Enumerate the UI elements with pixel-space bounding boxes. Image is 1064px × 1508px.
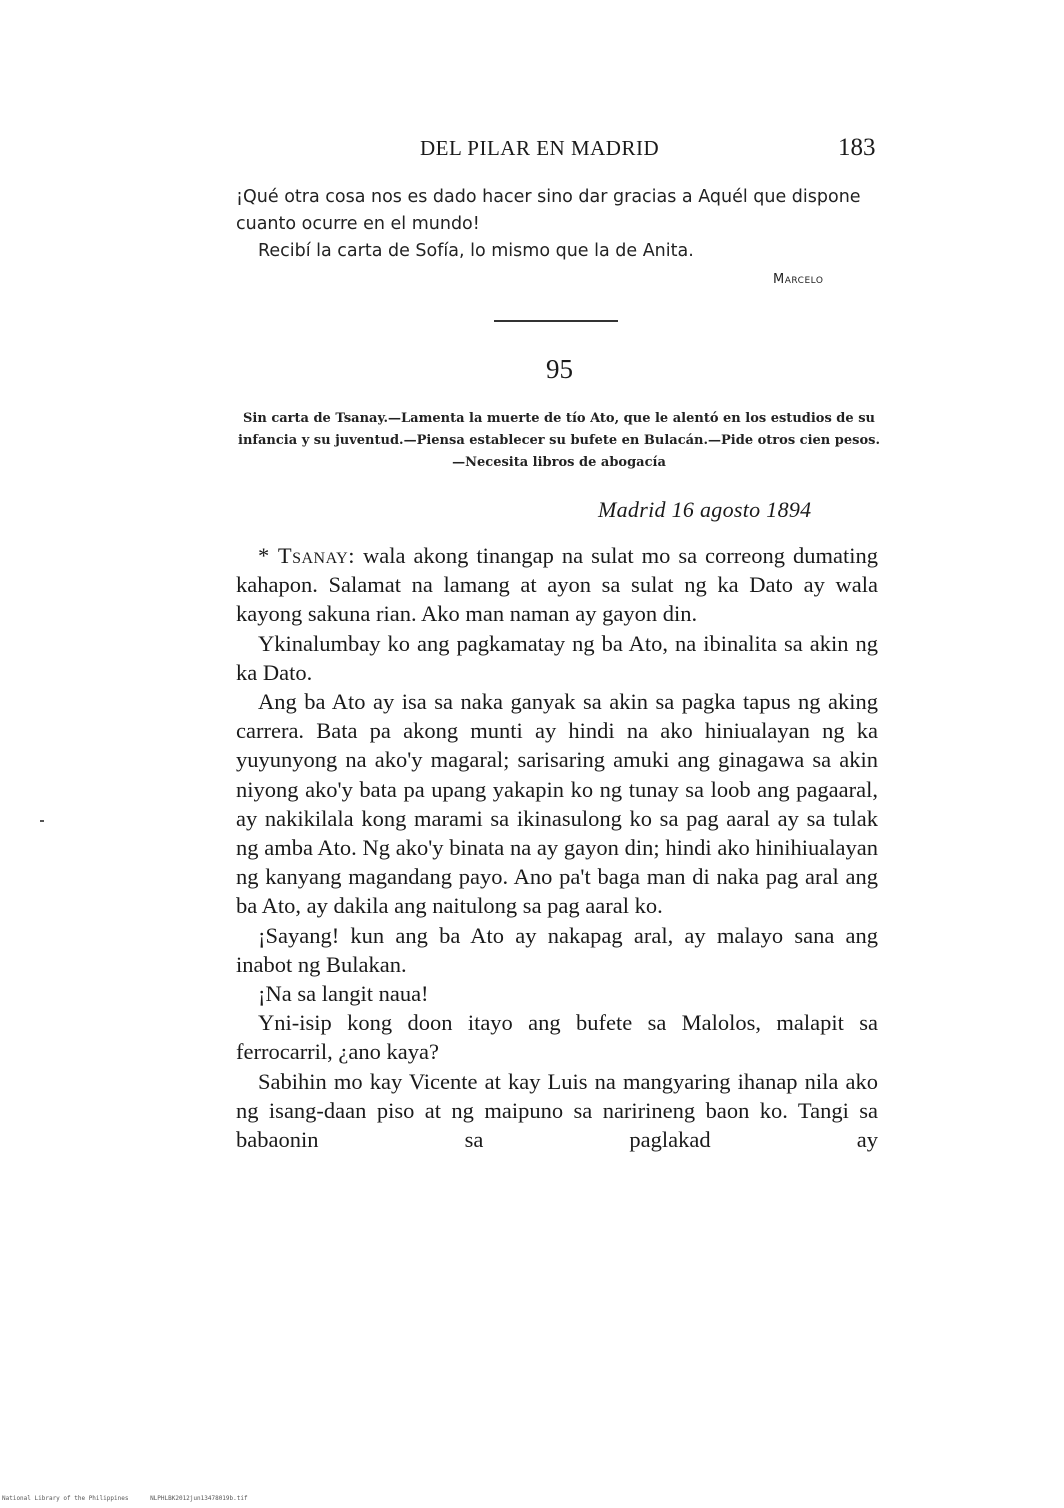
letter-summary: Sin carta de Tsanay.—Lamenta la muerte de tío Ato, que le alentó en los estudios de su infancia y su juventud.—Piensa establecer su bufete en Bulacán.—Pide otros cien pesos.—Necesita libros de abogacía	[238, 411, 880, 470]
body-paragraph: Ykinalumbay ko ang pagkamatay ng ba Ato, na ibinalita sa akin ng ka Dato.	[236, 630, 878, 685]
section-divider	[494, 320, 618, 322]
signature: Marcelo	[773, 272, 824, 287]
body-paragraph: Ang ba Ato ay isa sa naka ganyak sa akin sa pagka tapus ng aking carrera. Bata pa akong munti ay hindi na ako hiniualayan ng ka yuyunyong na ako'y magaral; sarisaring amuki ang ginagawa sa akin niyong ako'y bata pa upang yakapin ko ng tunay sa loob ang pagaaral, ay nakikilala kong marami sa ikinasulong ko sa pag aaral ay sa tulak ng amba Ato. Ng ako'y binata na ay gayon din; hindi ako hinihiualayan ng kanyang magandang payo. Ano pa't baga man di naka pag aral ang ba Ato, ay dakila ang naitulong sa pag aaral ko.	[236, 689, 878, 919]
page-number: 183	[838, 134, 876, 161]
previous-letter-ending	[236, 184, 881, 265]
letter-number: 95	[546, 354, 573, 384]
dateline: Madrid 16 agosto 1894	[598, 497, 812, 522]
running-title: DEL PILAR EN MADRID	[420, 136, 660, 160]
paragraph-text: wala akong tinangap na sulat mo sa correong dumating kahapon. Salamat na lamang at ayon sa sulat ng ka Dato ay wala kayong sakuna rian. Ako man naman ay gayon din.	[236, 543, 878, 627]
scan-footer	[2, 1495, 266, 1502]
body-paragraph: ¡Sayang! kun ang ba Ato ay nakapag aral, ay malayo sana ang inabot ng Bulakan.	[236, 922, 878, 977]
previous-letter-line: ¡Qué otra cosa nos es dado hacer sino dar gracias a Aquél que dispone cuanto ocurre en el mundo!	[236, 187, 861, 234]
salutation: * Tsanay:	[258, 543, 355, 568]
footer-file-id: NLPHLBK2012jun13478019b.tif	[150, 1495, 248, 1502]
previous-letter-line: Recibí la carta de Sofía, lo mismo que la de Anita.	[258, 241, 694, 261]
body-paragraph: ¡Na sa langit naua!	[258, 981, 429, 1007]
scan-speck	[40, 820, 44, 822]
body-paragraph: Sabihin mo kay Vicente at kay Luis na mangyaring ihanap nila ako ng isang-daan piso at ng maipuno sa naririneng baon ko. Tangi sa babaonin sa paglakad ay	[236, 1068, 878, 1153]
letter-body	[236, 541, 878, 1154]
body-paragraph	[236, 541, 878, 629]
body-paragraph: Yni-isip kong doon itayo ang bufete sa Malolos, malapit sa ferrocarril, ¿ano kaya?	[236, 1010, 878, 1065]
footer-source: National Library of the Philippines	[2, 1495, 129, 1502]
